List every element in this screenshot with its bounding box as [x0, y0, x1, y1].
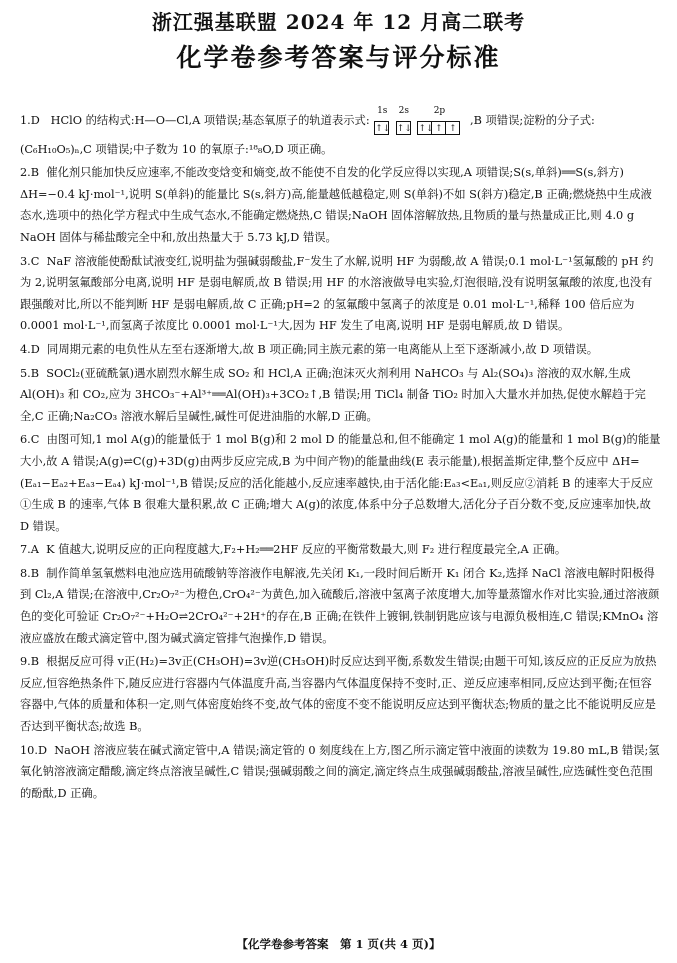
- answer-number: 2.B: [20, 166, 40, 180]
- orbital-2s: [397, 107, 411, 139]
- answer-number: 1.D: [20, 114, 40, 127]
- page-title-line2: 化学卷参考答案与评分标准: [176, 43, 501, 72]
- answer-text: 催化剂只能加快反应速率,不能改变焓变和熵变,故不能使不自发的化学反应得以实现,A 项错误;S(s,单斜)══S(s,斜方) ΔH=−0.4 kJ·mol⁻¹,说明 S(单斜)的能量比 S(s,斜方)高,能量越低越稳定,则 S(单斜)不如 S(斜方)稳定,B 正确;燃烧热中生成液态水,选项中的热化学方程式中生成气态水,不能确定燃烧热,C 错误;NaOH 固体溶解放热,且物质的量与热量成正比,则 4.0 g NaOH 固体与稀盐酸完全中和,放出热量大于 5.73 kJ,D 错误。: [20, 166, 652, 244]
- orbital-box: ↑↓: [417, 121, 432, 135]
- answer-number: 3.C: [20, 254, 40, 268]
- answer-text: 由图可知,1 mol A(g)的能量低于 1 mol B(g)和 2 mol D 的能量总和,但不能确定 1 mol A(g)的能量和 1 mol B(g)的能量大小,故 A 错误;A(g)⇌C(g)+3D(g)由两步反应完成,B 为中间产物)的能量曲线(E 表示能量),根据盖斯定律,整个反应中 ΔH=(Eₐ₁−Eₐ₂+Eₐ₃−Eₐ₄) kJ·mol⁻¹,B 错误;反应的活化能越小,反应速率越快,由于活化能:Eₐ₃<Eₐ₁,则反应②消耗 B 的速率大于反应①生成 B 的速率,气体 B 很难大量积累,故 C 正确;增大 A(g)的浓度,体系中分子总数增大,活化分子百分数不变,反应速率加快,故 D 错误。: [20, 433, 661, 533]
- answer-number: 7.A: [20, 543, 39, 557]
- orbital-label: 2s: [398, 106, 410, 116]
- answer-item-3: [20, 251, 662, 337]
- page-footer: 【化学卷参考答案 第 1 页(共 4 页)】: [236, 937, 441, 951]
- answer-text: SOCl₂(亚硫酰氯)遇水剧烈水解生成 SO₂ 和 HCl,A 正确;泡沫灭火剂利用 NaHCO₃ 与 Al₂(SO₄)₃ 溶液的双水解,生成 Al(OH)₃ 和 CO₂,应为 3HCO₃⁻+Al³⁺══Al(OH)₃+3CO₂↑,B 错误;用 TiCl₄ 制备 TiO₂ 时加入大量水并加热,促使水解趋于完全,C 正确;Na₂CO₃ 溶液水解后呈碱性,碱性可促进油脂的水解,D 正确。: [20, 366, 646, 423]
- answer-number: 4.D: [20, 342, 40, 356]
- answer-text-part1: HClO 的结构式:H—O—Cl,A 项错误;基态氧原子的轨道表示式:: [50, 114, 370, 127]
- answer-item-7: [20, 539, 662, 561]
- answer-list: [20, 107, 662, 806]
- orbital-box: ↑↓: [374, 121, 389, 135]
- answer-item-8: [20, 563, 662, 649]
- orbital-2p: [418, 107, 460, 139]
- answer-text: 制作简单氢氧燃料电池应选用硫酸钠等溶液作电解液,先关闭 K₁,一段时间后断开 K₁ 闭合 K₂,选择 NaCl 溶液电解时阳极得到 Cl₂,A 错误;在溶液中,Cr₂O₇²⁻为橙色,CrO₄²⁻为黄色,加入硫酸后,溶液中氢离子浓度增大,加等量蒸馏水作对比实验,通过溶液颜色的变化可验证 Cr₂O₇²⁻+H₂O⇌2CrO₄²⁻+2H⁺的存在,B 正确;在铁件上镀铜,铁制钥匙应该与电源负极相连,C 错误;KMnO₄ 溶液应盛放在酸式滴定管中,图为碱式滴定管排气泡操作,D 错误。: [20, 566, 660, 645]
- orbital-box: ↑↓: [396, 121, 411, 135]
- answer-number: 6.C: [20, 433, 40, 447]
- answer-text: 根据反应可得 v正(H₂)=3v正(CH₃OH)=3v逆(CH₃OH)时反应达到平衡,系数发生错误;由题干可知,该反应的正反应为放热反应,恒容绝热条件下,随反应进行容器内气体温度升高,当容器内气体温度保持不变时,正、逆反应速率相同,反应达到平衡;在恒容容器中,气体的质量和体积一定,则气体密度始终不变,故气体的密度不变不能说明反应达到平衡状态;物质的量之比不能说明反应是否达到平衡状态;故选 B。: [20, 655, 657, 734]
- answer-item-5: [20, 363, 662, 428]
- orbital-box: ↑: [445, 121, 460, 135]
- answer-text: NaF 溶液能使酚酞试液变红,说明盐为强碱弱酸盐,F⁻发生了水解,说明 HF 为弱酸,故 A 错误;0.1 mol·L⁻¹氢氟酸的 pH 约为 2,说明氢氟酸部分电离,说明 HF 是弱电解质,故 B 错误;用 HF 的水溶液做导电实验,灯泡很暗,没有说明氢氟酸的浓度,也没有跟强酸对比,所以不能判断 HF 是弱电解质,故 C 正确;pH=2 的氢氟酸中氢离子的浓度是 0.01 mol·L⁻¹,稀释 100 倍后应为 0.0001 mol·L⁻¹,而氢离子浓度比 0.0001 mol·L⁻¹大,因为 HF 发生了电离,说明 HF 是弱电解质,故 D 错误。: [20, 254, 654, 333]
- answer-number: 8.B: [20, 566, 40, 580]
- answer-text-part2: ,B 项错误;淀粉的分子式:(C₆H₁₀O₅)ₙ,C 项错误;中子数为 10 的氧原子:¹⁸₈O,D 项正确。: [20, 114, 595, 156]
- page-title-line1: 浙江强基联盟 2024 年 12 月高二联考: [151, 10, 526, 34]
- orbital-label: 2p: [433, 106, 446, 116]
- orbital-label: 1s: [377, 106, 388, 116]
- answer-item-9: [20, 651, 662, 737]
- answer-item-1: [20, 107, 662, 160]
- orbital-diagram: [375, 107, 464, 139]
- answer-item-2: [20, 162, 662, 248]
- orbital-1s: [375, 107, 389, 139]
- answer-text: K 值越大,说明反应的正向程度越大,F₂+H₂══2HF 反应的平衡常数最大,则 F₂ 进行程度最完全,A 正确。: [46, 543, 567, 557]
- answer-number: 10.D: [20, 743, 48, 757]
- orbital-box: ↑: [431, 121, 446, 135]
- answer-text: NaOH 溶液应装在碱式滴定管中,A 错误;滴定管的 0 刻度线在上方,图乙所示滴定管中液面的读数为 19.80 mL,B 错误;氢氧化钠溶液滴定醋酸,滴定终点溶液呈碱性,C 错误;强碱弱酸之间的滴定,滴定终点生成强碱弱酸盐,溶液呈碱性,应选碱性变色范围的酚酞,D 正确。: [20, 743, 660, 800]
- answer-item-10: [20, 740, 662, 805]
- answer-number: 5.B: [20, 366, 40, 380]
- answer-text: 同周期元素的电负性从左至右逐渐增大,故 B 项正确;同主族元素的第一电离能从上至下逐渐减小,故 D 项错误。: [47, 342, 599, 356]
- answer-item-4: [20, 339, 662, 361]
- answer-item-6: [20, 429, 662, 537]
- answer-number: 9.B: [20, 655, 40, 669]
